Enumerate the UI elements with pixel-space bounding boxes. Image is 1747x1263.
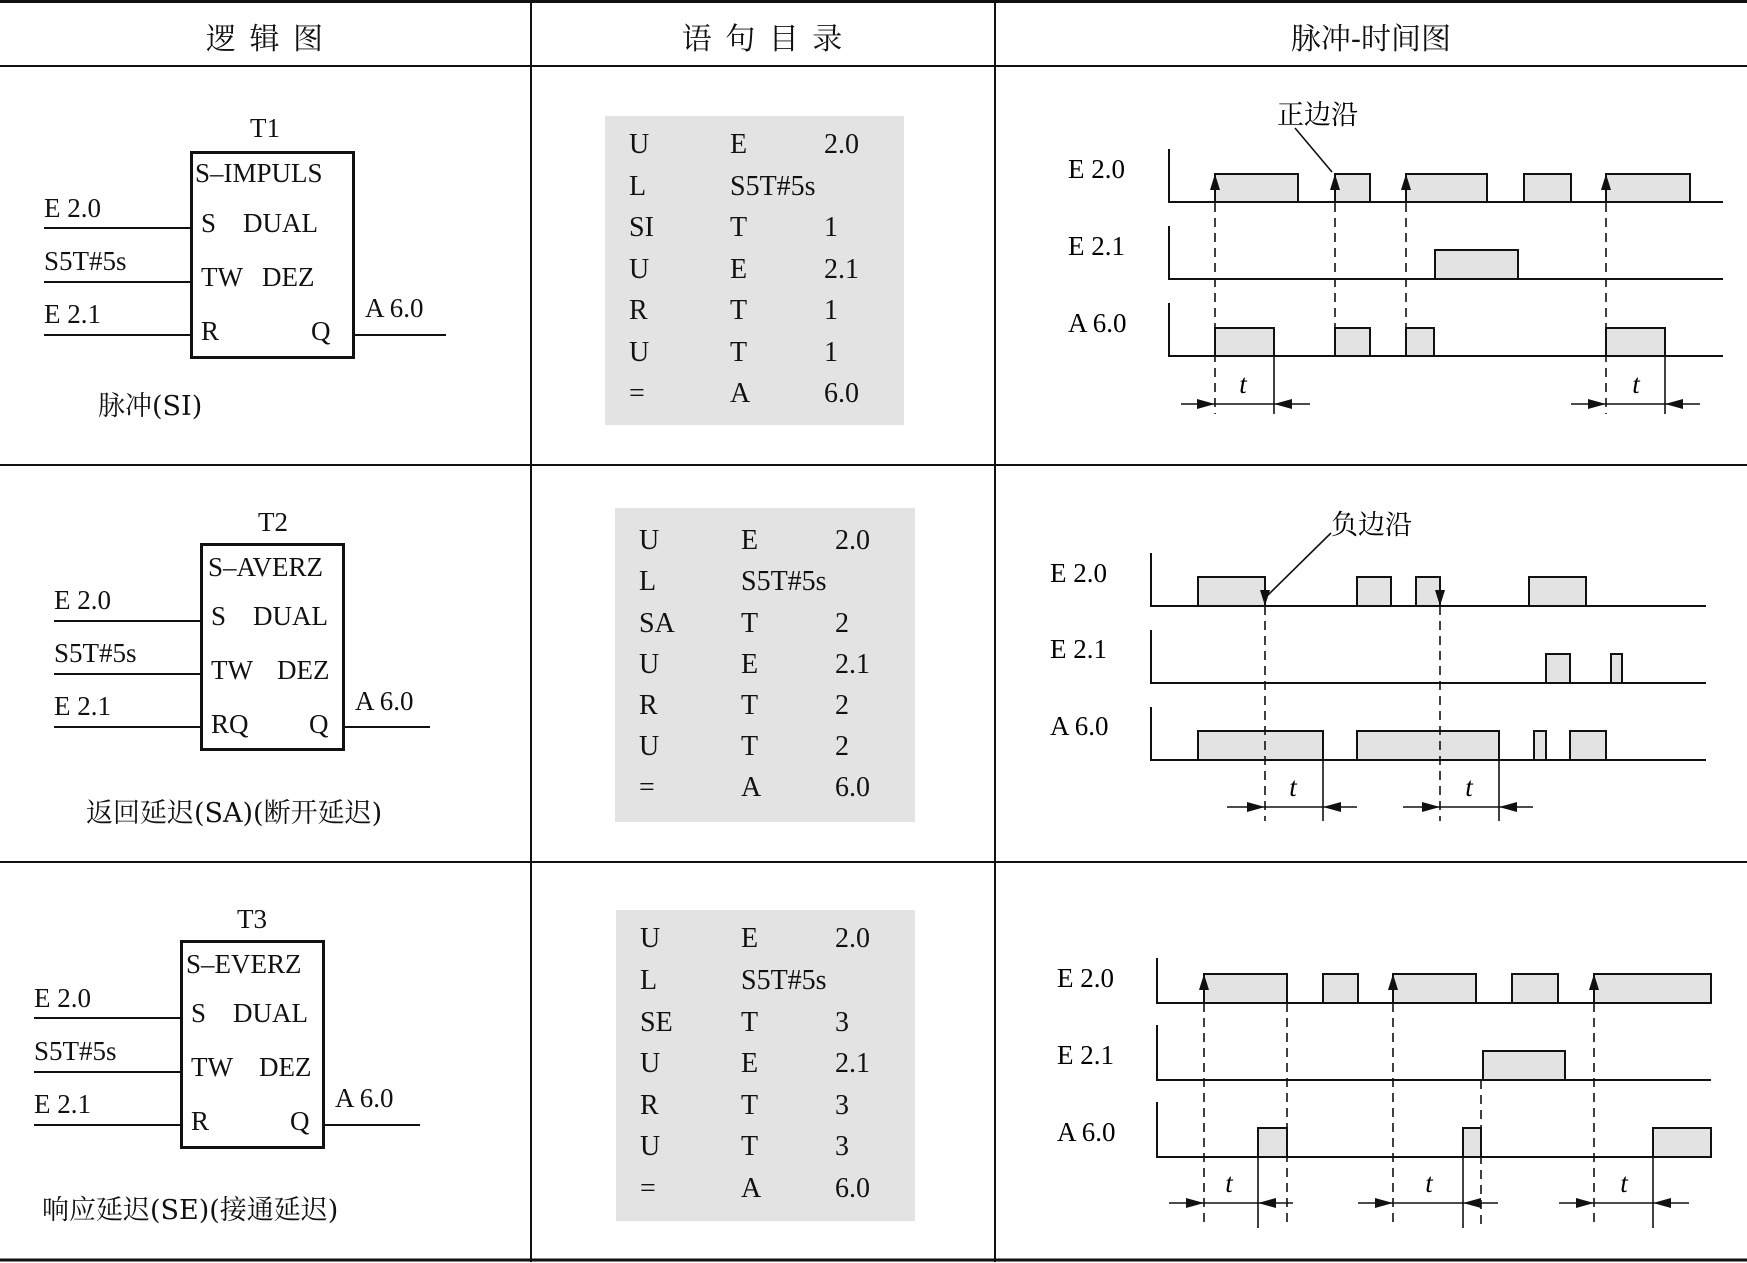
box-pin-rq: RQ xyxy=(211,709,249,739)
stl-op: U xyxy=(639,649,660,680)
stl-row xyxy=(615,731,915,771)
pulse xyxy=(1606,174,1690,202)
stl-op: = xyxy=(640,1173,656,1204)
stl-operand: T xyxy=(741,1007,759,1038)
signal-label: E 2.0 xyxy=(1068,154,1125,184)
dim-arrow xyxy=(1499,802,1517,812)
output-a60: A 6.0 xyxy=(355,686,414,716)
box-pin-s: S xyxy=(201,208,217,238)
stl-op: SE xyxy=(640,1007,673,1038)
header-statement-list: 语 句 目 录 xyxy=(681,22,845,57)
stl-row xyxy=(615,525,915,565)
time-label: t xyxy=(1632,369,1640,399)
stl-value: 2 xyxy=(835,608,849,639)
signal-label: A 6.0 xyxy=(1057,1117,1116,1147)
box-pin-tw: TW xyxy=(211,655,253,685)
pulse xyxy=(1463,1128,1481,1157)
dim-arrow xyxy=(1323,802,1341,812)
stl-operand: T xyxy=(741,690,759,721)
dim-arrow xyxy=(1258,1198,1276,1208)
stl-operand: S5T#5s xyxy=(741,566,827,597)
stl-operand: S5T#5s xyxy=(730,171,816,202)
stl-operand: A xyxy=(741,1173,762,1204)
pulse xyxy=(1406,174,1487,202)
dim-arrow xyxy=(1463,1198,1481,1208)
stl-row xyxy=(616,1173,915,1213)
stl-op: U xyxy=(629,129,650,160)
input-e21: E 2.1 xyxy=(54,691,111,721)
time-label: t xyxy=(1425,1168,1433,1198)
stl-row xyxy=(616,1090,915,1130)
output-line xyxy=(355,334,446,336)
signal-label: E 2.1 xyxy=(1050,634,1107,664)
dim-arrow xyxy=(1197,399,1215,409)
stl-value: 2.1 xyxy=(835,1048,870,1079)
stl-operand: E xyxy=(741,1048,759,1079)
dim-arrow xyxy=(1422,802,1440,812)
pulse xyxy=(1357,731,1499,760)
box-pin-s: S xyxy=(211,601,227,631)
box-pin-q: Q xyxy=(309,709,329,739)
stl-operand: A xyxy=(741,772,762,803)
edge-annotation: 负边沿 xyxy=(1331,510,1412,540)
time-label: t xyxy=(1289,772,1297,802)
stl-op: U xyxy=(629,254,650,285)
stl-row xyxy=(616,1048,915,1088)
header-timing-diagram: 脉冲-时间图 xyxy=(1290,22,1452,57)
box-pin-dez: DEZ xyxy=(277,655,330,685)
stl-value: 2 xyxy=(835,731,849,762)
input-e20: E 2.0 xyxy=(44,193,101,223)
timer-label: T1 xyxy=(250,113,280,143)
stl-operand: T xyxy=(730,337,748,368)
pulse xyxy=(1570,731,1606,760)
signal-label: E 2.1 xyxy=(1068,231,1125,261)
box-pin-dual: DUAL xyxy=(253,601,328,631)
box-pin-dual: DUAL xyxy=(233,998,308,1028)
stl-op: U xyxy=(640,923,661,954)
stl-value: 2.0 xyxy=(835,923,870,954)
dim-arrow xyxy=(1186,1198,1204,1208)
input-s5t: S5T#5s xyxy=(44,246,127,276)
signal-label: E 2.1 xyxy=(1057,1040,1114,1070)
stl-value: 6.0 xyxy=(824,378,859,409)
stl-value: 3 xyxy=(835,1131,849,1162)
diagram-caption: 返回延迟(SA)(断开延迟) xyxy=(86,798,383,829)
diagram-caption: 响应延迟(SE)(接通延迟) xyxy=(42,1195,339,1226)
stl-value: 2.0 xyxy=(835,525,870,556)
stl-operand: E xyxy=(730,254,748,285)
box-pin-tw: TW xyxy=(201,262,243,292)
box-pin-dez: DEZ xyxy=(259,1052,312,1082)
stl-row xyxy=(615,649,915,689)
signal-label: E 2.0 xyxy=(1057,963,1114,993)
pulse xyxy=(1611,654,1622,683)
stl-value: 3 xyxy=(835,1090,849,1121)
output-a60: A 6.0 xyxy=(335,1083,394,1113)
input-line xyxy=(54,673,200,675)
stl-row xyxy=(605,337,904,377)
input-s5t: S5T#5s xyxy=(54,638,137,668)
stl-value: 6.0 xyxy=(835,1173,870,1204)
stl-operand: E xyxy=(741,649,759,680)
pulse xyxy=(1546,654,1570,683)
time-label: t xyxy=(1465,772,1473,802)
stl-operand: T xyxy=(741,1090,759,1121)
stl-operand: T xyxy=(741,1131,759,1162)
input-e20: E 2.0 xyxy=(34,983,91,1013)
pulse xyxy=(1524,174,1571,202)
callout-line xyxy=(1295,128,1332,172)
input-line xyxy=(44,281,190,283)
pulse xyxy=(1594,974,1711,1003)
stl-op: U xyxy=(629,337,650,368)
box-title: S–IMPULS xyxy=(195,158,323,188)
stl-op: R xyxy=(629,295,648,326)
stl-row xyxy=(615,608,915,648)
stl-op: U xyxy=(639,731,660,762)
pulse xyxy=(1335,328,1370,356)
stl-row xyxy=(605,171,904,211)
stl-row xyxy=(616,1131,915,1171)
stl-op: SA xyxy=(639,608,675,639)
dim-arrow xyxy=(1588,399,1606,409)
callout-line xyxy=(1267,533,1331,596)
output-a60: A 6.0 xyxy=(365,293,424,323)
pulse xyxy=(1435,250,1518,279)
stl-operand: T xyxy=(730,212,748,243)
box-pin-r: R xyxy=(191,1106,210,1136)
pulse xyxy=(1258,1128,1287,1157)
stl-row xyxy=(616,923,915,963)
timing-diagram-t2 xyxy=(995,465,1747,862)
stl-value: 2.1 xyxy=(835,649,870,680)
stl-operand: A xyxy=(730,378,751,409)
stl-op: SI xyxy=(629,212,654,243)
stl-row xyxy=(605,378,904,418)
statement-list-t3 xyxy=(616,910,915,1221)
stl-op: L xyxy=(629,171,647,202)
stl-value: 2.1 xyxy=(824,254,859,285)
stl-op: R xyxy=(639,690,658,721)
stl-value: 2 xyxy=(835,690,849,721)
box-pin-q: Q xyxy=(290,1106,310,1136)
pulse xyxy=(1534,731,1546,760)
stl-value: 1 xyxy=(824,212,838,243)
stl-op: U xyxy=(640,1048,661,1079)
stl-op: U xyxy=(639,525,660,556)
box-pin-dual: DUAL xyxy=(243,208,318,238)
box-pin-r: R xyxy=(201,316,220,346)
stl-row xyxy=(605,295,904,335)
axis xyxy=(1157,1025,1711,1080)
input-line xyxy=(34,1124,180,1126)
dim-arrow xyxy=(1274,399,1292,409)
stl-value: 2.0 xyxy=(824,129,859,160)
input-line xyxy=(34,1071,180,1073)
output-line xyxy=(325,1124,420,1126)
stl-row xyxy=(615,772,915,812)
diagram-caption: 脉冲(SI) xyxy=(98,391,203,422)
stl-operand: T xyxy=(741,608,759,639)
box-pin-tw: TW xyxy=(191,1052,233,1082)
input-line xyxy=(44,227,190,229)
stl-row xyxy=(615,566,915,606)
dim-arrow xyxy=(1653,1198,1671,1208)
stl-row xyxy=(605,212,904,252)
output-line xyxy=(345,726,430,728)
box-pin-q: Q xyxy=(311,316,331,346)
input-s5t: S5T#5s xyxy=(34,1036,117,1066)
stl-operand: E xyxy=(730,129,748,160)
dim-arrow xyxy=(1247,802,1265,812)
statement-list-t1 xyxy=(605,116,904,425)
dim-arrow xyxy=(1375,1198,1393,1208)
time-label: t xyxy=(1620,1168,1628,1198)
timer-label: T2 xyxy=(258,507,288,537)
box-title: S–EVERZ xyxy=(186,949,302,979)
dim-arrow xyxy=(1576,1198,1594,1208)
timer-label: T3 xyxy=(237,904,267,934)
input-line xyxy=(34,1017,180,1019)
signal-label: A 6.0 xyxy=(1050,711,1109,741)
pulse xyxy=(1215,174,1298,202)
stl-operand: T xyxy=(741,731,759,762)
stl-op: L xyxy=(640,965,658,996)
header-logic-diagram: 逻 辑 图 xyxy=(205,22,326,57)
stl-op: = xyxy=(639,772,655,803)
box-title: S–AVERZ xyxy=(208,552,324,582)
pulse xyxy=(1653,1128,1711,1157)
pulse xyxy=(1323,974,1358,1003)
axis xyxy=(1157,1102,1711,1157)
timing-diagram-t1 xyxy=(995,66,1747,465)
pulse xyxy=(1215,328,1274,356)
stl-row xyxy=(605,129,904,169)
statement-list-t2 xyxy=(615,508,915,822)
stl-operand: T xyxy=(730,295,748,326)
pulse xyxy=(1406,328,1434,356)
pulse xyxy=(1483,1051,1565,1080)
stl-row xyxy=(605,254,904,294)
stl-op: L xyxy=(639,566,657,597)
pulse xyxy=(1335,174,1370,202)
stl-value: 3 xyxy=(835,1007,849,1038)
stl-value: 1 xyxy=(824,337,838,368)
stl-row xyxy=(616,965,915,1005)
time-label: t xyxy=(1225,1168,1233,1198)
dim-arrow xyxy=(1665,399,1683,409)
input-e20: E 2.0 xyxy=(54,585,111,615)
stl-op: R xyxy=(640,1090,659,1121)
stl-row xyxy=(616,1007,915,1047)
input-line xyxy=(54,620,200,622)
stl-value: 1 xyxy=(824,295,838,326)
pulse xyxy=(1606,328,1665,356)
stl-operand: E xyxy=(741,923,759,954)
signal-label: A 6.0 xyxy=(1068,308,1127,338)
time-label: t xyxy=(1239,369,1247,399)
input-e21: E 2.1 xyxy=(34,1089,91,1119)
signal-label: E 2.0 xyxy=(1050,558,1107,588)
box-pin-dez: DEZ xyxy=(262,262,315,292)
input-line xyxy=(54,726,200,728)
timing-diagram-t3 xyxy=(995,862,1747,1260)
stl-op: U xyxy=(640,1131,661,1162)
input-line xyxy=(44,334,190,336)
box-pin-s: S xyxy=(191,998,207,1028)
pulse xyxy=(1198,731,1323,760)
edge-annotation: 正边沿 xyxy=(1277,100,1358,130)
stl-value: 6.0 xyxy=(835,772,870,803)
stl-operand: E xyxy=(741,525,759,556)
pulse xyxy=(1204,974,1287,1003)
stl-op: = xyxy=(629,378,645,409)
pulse xyxy=(1198,577,1265,606)
pulse xyxy=(1357,577,1391,606)
pulse xyxy=(1393,974,1476,1003)
pulse xyxy=(1512,974,1558,1003)
pulse xyxy=(1529,577,1586,606)
input-e21: E 2.1 xyxy=(44,299,101,329)
stl-operand: S5T#5s xyxy=(741,965,827,996)
stl-row xyxy=(615,690,915,730)
